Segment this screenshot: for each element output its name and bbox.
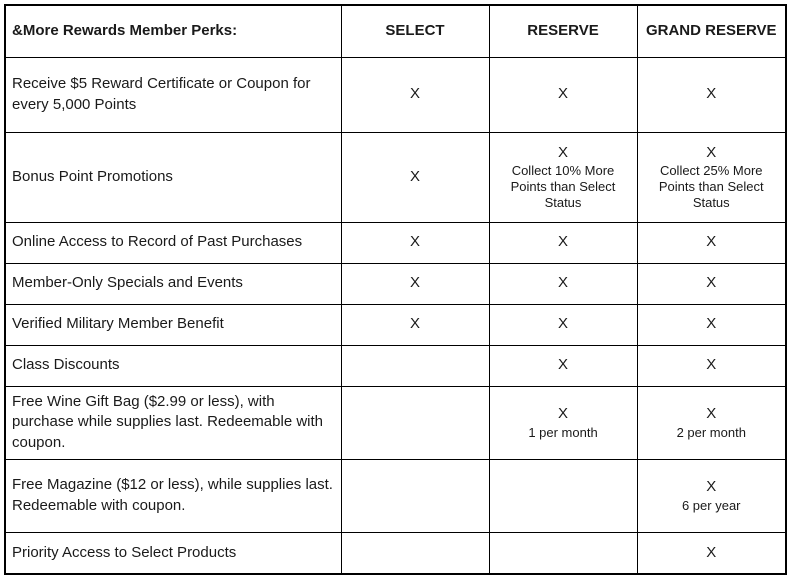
perk-label: Bonus Point Promotions [5, 132, 341, 222]
mark-cell-grand-reserve [637, 57, 786, 132]
x-mark: X [557, 405, 568, 423]
x-mark: X [706, 274, 717, 292]
perk-label: Verified Military Member Benefit [5, 304, 341, 345]
mark-note: 6 per year [681, 497, 741, 513]
mark-cell-grand-reserve [637, 304, 786, 345]
mark-cell-reserve [489, 222, 637, 263]
table-row-member-only-specials [5, 263, 786, 304]
mark-cell-select [341, 263, 489, 304]
table-title: &More Rewards Member Perks: [5, 5, 341, 57]
mark-cell-grand-reserve [637, 459, 786, 532]
mark-note: 2 per month [676, 424, 746, 440]
mark-cell-reserve [489, 263, 637, 304]
mark-cell-reserve [489, 57, 637, 132]
mark-cell-reserve [489, 459, 637, 532]
mark-cell-select [341, 304, 489, 345]
mark-cell-grand-reserve [637, 345, 786, 386]
mark-cell-grand-reserve [637, 386, 786, 459]
column-header-select: SELECT [341, 5, 489, 57]
mark-cell-reserve [489, 345, 637, 386]
table-row-free-magazine [5, 459, 786, 532]
x-mark: X [409, 85, 420, 103]
x-mark: X [557, 315, 568, 333]
perk-label: Class Discounts [5, 345, 341, 386]
x-mark: X [557, 85, 568, 103]
table-row-class-discounts [5, 345, 786, 386]
mark-cell-grand-reserve [637, 263, 786, 304]
mark-note: Collect 10% More Points than Select Status [510, 162, 616, 211]
perk-label: Receive $5 Reward Certificate or Coupon for every 5,000 Points [5, 57, 341, 132]
x-mark: X [557, 274, 568, 292]
mark-cell-select [341, 386, 489, 459]
mark-cell-select [341, 345, 489, 386]
table-row-bonus-points [5, 132, 786, 222]
mark-cell-reserve [489, 532, 637, 574]
perk-label: Free Magazine ($12 or less), while supplies last. Redeemable with coupon. [5, 459, 341, 532]
x-mark: X [409, 315, 420, 333]
x-mark: X [557, 356, 568, 374]
mark-cell-grand-reserve [637, 132, 786, 222]
x-mark: X [706, 85, 717, 103]
x-mark: X [706, 405, 717, 423]
x-mark: X [409, 233, 420, 251]
member-perks-table [4, 4, 787, 575]
table-row-military-benefit [5, 304, 786, 345]
x-mark: X [706, 356, 717, 374]
mark-cell-select [341, 459, 489, 532]
table-row-online-access [5, 222, 786, 263]
x-mark: X [706, 543, 717, 561]
table-row-reward-certificate [5, 57, 786, 132]
mark-cell-reserve [489, 132, 637, 222]
mark-cell-reserve [489, 304, 637, 345]
mark-note: 1 per month [528, 424, 598, 440]
column-header-grand-reserve: GRAND RESERVE [637, 5, 786, 57]
x-mark: X [706, 233, 717, 251]
mark-cell-select [341, 57, 489, 132]
perk-label: Free Wine Gift Bag ($2.99 or less), with purchase while supplies last. Redeemable with coupon. [5, 386, 341, 459]
mark-cell-select [341, 222, 489, 263]
perk-label: Member-Only Specials and Events [5, 263, 341, 304]
table-header-row [5, 5, 786, 57]
perk-label: Online Access to Record of Past Purchases [5, 222, 341, 263]
table-row-wine-gift-bag [5, 386, 786, 459]
x-mark: X [409, 274, 420, 292]
x-mark: X [706, 478, 717, 496]
x-mark: X [706, 143, 717, 161]
x-mark: X [706, 315, 717, 333]
mark-note: Collect 25% More Points than Select Status [658, 162, 764, 211]
mark-cell-grand-reserve [637, 222, 786, 263]
x-mark: X [557, 233, 568, 251]
mark-cell-select [341, 132, 489, 222]
column-header-reserve: RESERVE [489, 5, 637, 57]
mark-cell-select [341, 532, 489, 574]
mark-cell-grand-reserve [637, 532, 786, 574]
mark-cell-reserve [489, 386, 637, 459]
x-mark: X [409, 167, 420, 185]
table-row-priority-access [5, 532, 786, 574]
x-mark: X [557, 143, 568, 161]
perk-label: Priority Access to Select Products [5, 532, 341, 574]
